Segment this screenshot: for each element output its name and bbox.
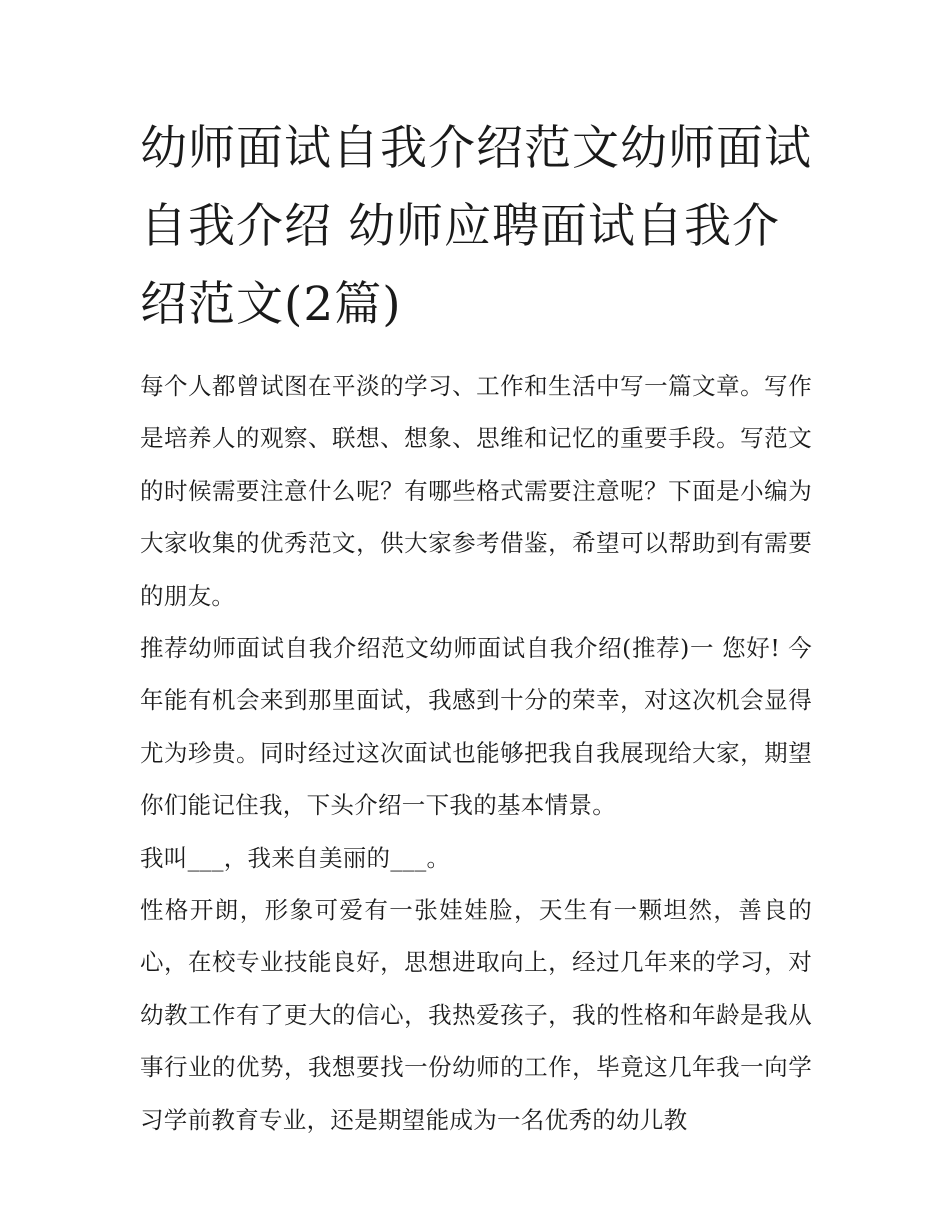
document-body <box>140 360 812 1146</box>
document-page <box>140 110 812 1146</box>
intro-paragraph: 每个人都曾试图在平淡的学习、工作和生活中写一篇文章。写作是培养人的观察、联想、想象、思维和记忆的重要手段。写范文的时候需要注意什么呢？有哪些格式需要注意呢？下面是小编为大家收集的优秀范文，供大家参考借鉴，希望可以帮助到有需要的朋友。 <box>140 372 812 610</box>
name-paragraph: 我叫___，我来自美丽的___。 <box>140 843 451 872</box>
document-title: 幼师面试自我介绍范文幼师面试自我介绍 幼师应聘面试自我介绍范文(2篇) <box>140 121 812 332</box>
recommend-paragraph: 推荐幼师面试自我介绍范文幼师面试自我介绍(推荐)一 您好! 今年能有机会来到那里面试，我感到十分的荣幸，对这次机会显得尤为珍贵。同时经过这次面试也能够把我自我展现给大家，期望你们能记住我，下头介绍一下我的基本情景。 <box>140 634 812 820</box>
personality-paragraph: 性格开朗，形象可爱有一张娃娃脸，天生有一颗坦然，善良的心，在校专业技能良好，思想进取向上，经过几年来的学习，对幼教工作有了更大的信心，我热爱孩子，我的性格和年龄是我从事行业的优势，我想要找一份幼师的工作，毕竟这几年我一向学习学前教育专业，还是期望能成为一名优秀的幼儿教 <box>140 896 812 1134</box>
